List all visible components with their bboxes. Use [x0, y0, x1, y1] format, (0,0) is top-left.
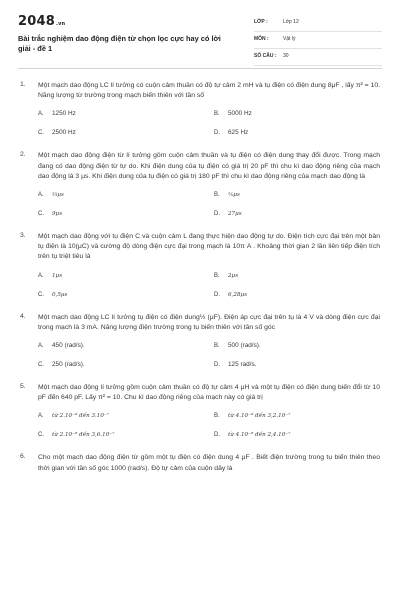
- meta-label: SỐ CÂU :: [254, 53, 277, 59]
- answer-options: [20, 339, 380, 372]
- question-item: [20, 232, 380, 302]
- answer-option[interactable]: C. từ 2.10⁻⁸ đến 3,6.10⁻⁷: [38, 432, 115, 439]
- question-text: Một mạch dao động với tụ điện C và cuộn cảm L đang thực hiện dao động tự do. Điện tích cực đại trên một bản tụ điện là 10(μC) và cường độ dòng điện cực đại trong mạch là 10π A . Khoảng thời gian 2 lần liên tiếp điện tích trên tụ triệt tiêu là: [38, 233, 380, 261]
- question-number: 3.: [20, 232, 26, 240]
- answer-option[interactable]: D. 27μs: [214, 211, 242, 218]
- question-text: Một mạch dao động lí tưởng gồm cuộn cảm thuần có độ tự cảm 4 μH và một tụ điện có điện dung biến đổi từ 10 pF đến 640 pF. Lấy π² = 10. Chu kì dao động riêng của mạch này có giá trị: [38, 384, 380, 402]
- page-title: Bài trắc nghiệm dao động điện từ chọn lọc cực hay có lời giải - đề 1: [18, 34, 221, 53]
- question-number: 2.: [20, 151, 26, 159]
- question-text: Cho một mạch dao động điện từ gồm một tụ điện có điện dung 4 μF . Biết điện trường trong tụ biến thiên theo thời gian với tần số góc 1000 (rad/s). Độ tự cảm của cuộn dây là: [38, 454, 380, 472]
- answer-option[interactable]: D. 625 Hz: [214, 129, 249, 137]
- question-item: [20, 453, 380, 473]
- answer-options: [20, 409, 380, 442]
- question-text: Một mạch dao động LC lí tưởng có cuộn cảm thuần có độ tự cảm 2 mH và tụ điện có điện dung 8μF , lấy π² = 10. Năng lượng từ trường trong mạch biến thiên với tần số: [38, 82, 380, 100]
- answer-option[interactable]: B. từ 4.10⁻⁸ đến 3,2.10⁻⁷: [214, 413, 291, 420]
- answer-option[interactable]: B. 500 (rad/s).: [214, 342, 261, 350]
- answer-option[interactable]: C. 2500 Hz: [38, 129, 76, 137]
- answer-options: [20, 188, 380, 221]
- question-item: [20, 313, 380, 372]
- answer-option[interactable]: A. từ 2.10⁻⁸ đến 3.10⁻⁷: [38, 413, 110, 420]
- answer-option[interactable]: A. 1250 Hz: [38, 110, 76, 118]
- question-number: 6.: [20, 453, 26, 461]
- question-list: [0, 69, 400, 474]
- question-number: 4.: [20, 312, 26, 320]
- meta-label: MÔN :: [254, 36, 269, 42]
- meta-row-count: [254, 50, 382, 66]
- answer-option[interactable]: C. 0,5μs: [38, 291, 68, 298]
- answer-option[interactable]: A. 1μs: [38, 272, 63, 279]
- document-header: [0, 0, 400, 62]
- answer-option[interactable]: C. 250 (rad/s).: [38, 361, 85, 369]
- question-item: [20, 81, 380, 140]
- answer-option[interactable]: B. ⅟₉μs: [214, 192, 240, 199]
- site-logo[interactable]: 2048.vn: [18, 14, 66, 29]
- meta-row-subject: [254, 33, 382, 49]
- answer-option[interactable]: B. 5000 Hz: [214, 110, 252, 118]
- answer-option[interactable]: B. 2μs: [214, 272, 239, 279]
- answer-option[interactable]: A. 450 (rad/s).: [38, 342, 85, 350]
- answer-options: [20, 107, 380, 140]
- meta-value: Vật lý: [283, 36, 296, 42]
- meta-info: [254, 16, 382, 67]
- meta-label: LỚP :: [254, 19, 268, 25]
- question-text: Một mạch dao động LC lí tưởng tụ điện có điện dung½ (μF). Điện áp cực đại trên tụ là 4 V và dòng điện cực đại trong mạch là 3 mA. Năng lượng điện trường trong tụ biến thiên với tần số góc: [38, 313, 380, 331]
- answer-option[interactable]: C. 9μs: [38, 211, 63, 218]
- answer-option[interactable]: D. 125 rad/s.: [214, 361, 257, 369]
- answer-options: [20, 269, 380, 302]
- question-text: Một mạch dao động điện từ lí tưởng gồm cuộn cảm thuần và tụ điện có điện dung thay đổi được. Trong mạch đang có dao động điện từ tự do. Khi điện dung của tụ điện có giá trị 20 pF thì chu kì dao động riêng của mạch dao động là 3 μs. Khi điện dung của tụ điện có giá trị 180 pF thì chu kì dao động riêng của mạch dao động là: [38, 152, 380, 180]
- meta-value: 30: [283, 53, 289, 59]
- question-number: 5.: [20, 383, 26, 391]
- meta-value: Lớp 12: [283, 19, 299, 25]
- question-number: 1.: [20, 81, 26, 88]
- question-item: [20, 383, 380, 442]
- answer-option[interactable]: D. 6,28μs: [214, 291, 247, 298]
- answer-option[interactable]: A. ⅓μs: [38, 192, 64, 199]
- meta-row-class: [254, 16, 382, 32]
- question-item: [20, 151, 380, 221]
- answer-option[interactable]: D. từ 4.10⁻⁸ đến 2,4.10⁻⁷: [214, 432, 291, 439]
